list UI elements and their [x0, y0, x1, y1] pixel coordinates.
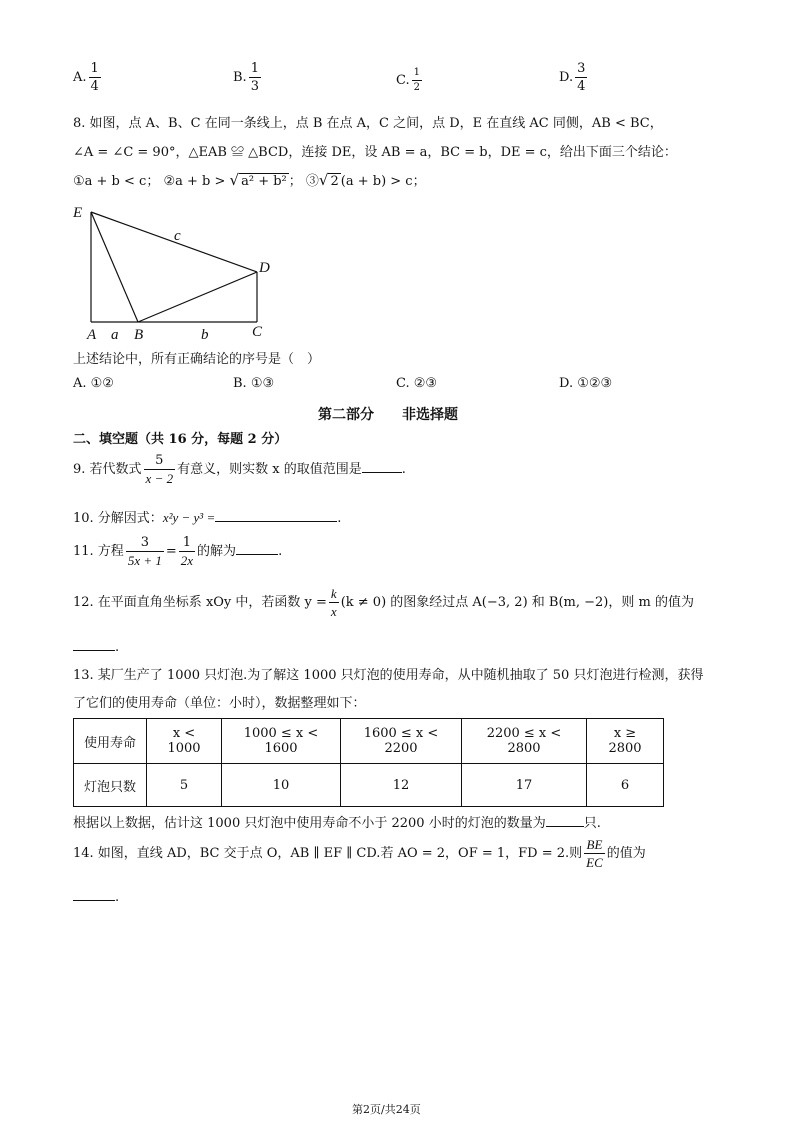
table-cell: 17	[462, 764, 587, 807]
q8-line1: 8. 如图，点 A、B、C 在同一条线上，点 B 在点 A，C 之间，点 D，E 在直线 AC 同侧，AB < BC，	[73, 116, 663, 131]
q8-conclusion-2: ②a + b > √ a² + b² ；	[163, 171, 302, 189]
q12-answer-line: .	[73, 640, 119, 655]
q11: 11. 方程 $\frac{3}{5x + 1}$ = $\frac{1}{2x}$ 的解为 .	[73, 535, 283, 568]
table-cell: 灯泡只数	[74, 764, 147, 807]
q9: 9. 若代数式 $\frac{5}{x - 2}$ 有意义，则实数 x 的取值范围是 .	[73, 453, 406, 486]
q7-option-d: D. $\frac{3}{4}$	[559, 61, 586, 94]
answer-blank[interactable]	[215, 520, 337, 522]
q7-option-c: C. $\frac{1}{2}$	[396, 67, 420, 93]
label-d: D	[259, 260, 270, 276]
page-number: 第2页/共24页	[352, 1103, 421, 1116]
label-b-length: b	[201, 327, 209, 343]
q14-answer-line: .	[73, 890, 119, 905]
table-header-cell: x < 1000	[147, 719, 222, 764]
q7-option-b: B. $\frac{1}{3}$	[233, 61, 259, 94]
table-row	[74, 719, 664, 764]
q10: 10. 分解因式：x²y − y³ = .	[73, 510, 342, 526]
lifespan-table	[73, 718, 664, 807]
answer-blank[interactable]	[236, 553, 278, 555]
table-header-cell: 1000 ≤ x < 1600	[222, 719, 341, 764]
q8-figure	[70, 200, 290, 345]
table-cell: 12	[341, 764, 462, 807]
section-heading: 二、填空题（共 16 分，每题 2 分）	[73, 432, 288, 447]
answer-blank[interactable]	[73, 649, 115, 651]
answer-blank[interactable]	[73, 899, 115, 901]
label-a-length: a	[111, 327, 119, 343]
table-header-cell: 1600 ≤ x < 2200	[341, 719, 462, 764]
table-cell: 5	[147, 764, 222, 807]
q8-conclusion-1: ①a + b < c；	[73, 174, 160, 189]
q14: 14. 如图，直线 AD，BC 交于点 O，AB ∥ EF ∥ CD.若 AO = 2，OF = 1，FD = 2.则 $\frac{BE}{EC}$ 的值为	[73, 837, 646, 870]
answer-blank[interactable]	[546, 825, 584, 827]
table-row	[74, 764, 664, 807]
q8-option-b: B. ①③	[233, 376, 275, 391]
q13-line2: 了它们的使用寿命（单位：小时），数据整理如下：	[73, 696, 366, 711]
q7-option-a: A. $\frac{1}{4}$	[73, 61, 99, 94]
label-b: B	[134, 327, 144, 343]
label-c: C	[252, 324, 263, 340]
q8-option-d: D. ①②③	[559, 376, 613, 391]
label-c-length: c	[174, 228, 181, 244]
q8-option-c: C. ②③	[396, 376, 438, 391]
table-cell: 6	[587, 764, 664, 807]
segment-eb	[91, 212, 138, 322]
table-cell: 10	[222, 764, 341, 807]
q8-option-a: A. ①②	[73, 376, 114, 391]
table-header-cell: 使用寿命	[74, 719, 147, 764]
q8-line2: ∠A = ∠C = 90°，△EAB ≌ △BCD，连接 DE，设 AB = a，BC = b，DE = c，给出下面三个结论：	[73, 145, 677, 160]
q8-conclusion-3: ③√ 2 (a + b) > c；	[305, 171, 426, 189]
part2-title: 第二部分 非选择题	[318, 407, 458, 423]
table-header-cell: 2200 ≤ x < 2800	[462, 719, 587, 764]
table-header-cell: x ≥ 2800	[587, 719, 664, 764]
q8-conclusions	[73, 170, 426, 189]
q13-line3: 根据以上数据，估计这 1000 只灯泡中使用寿命不小于 2200 小时的灯泡的数量为 只.	[73, 816, 601, 831]
q8-question: 上述结论中，所有正确结论的序号是（ ）	[73, 352, 321, 367]
q13-line1: 13. 某厂生产了 1000 只灯泡.为了解这 1000 只灯泡的使用寿命，从中随机抽取了 50 只灯泡进行检测，获得	[73, 668, 704, 683]
q12: 12. 在平面直角坐标系 xOy 中，若函数 y = $\frac{k}{x}$ (k ≠ 0) 的图象经过点 A(−3, 2) 和 B(m, −2)，则 m 的值为	[73, 586, 694, 619]
label-e: E	[73, 205, 83, 221]
label-a: A	[87, 327, 97, 343]
answer-blank[interactable]	[362, 471, 402, 473]
segment-bd	[138, 272, 257, 322]
